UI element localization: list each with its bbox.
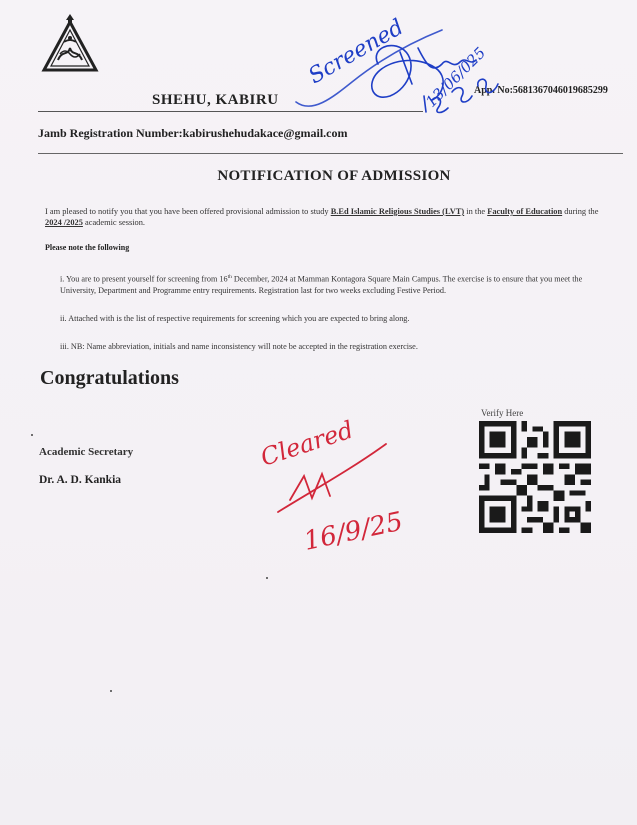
speck — [110, 690, 112, 692]
letter-heading: NOTIFICATION OF ADMISSION — [217, 168, 451, 184]
intro-text-1: I am pleased to notify you that you have been offered provisional admission to study — [45, 207, 331, 216]
faculty-name: Faculty of Education — [487, 207, 563, 216]
note-item-1-text-a: i. You are to present yourself for screening from 16 — [60, 274, 228, 284]
university-crest-icon — [38, 12, 102, 76]
verification-qr-code[interactable] — [479, 421, 591, 533]
intro-text-3: during the — [562, 207, 599, 216]
intro-text-2: in the — [464, 207, 488, 216]
note-item-1 — [60, 272, 616, 296]
session-year: 2024 /2025 — [45, 218, 83, 227]
signatory-title: Academic Secretary — [39, 446, 134, 458]
note-item-1-text-b: December, 2024 at Mamman Kontagora Square Main Campus. The exercise is to ensure that you meet the University, Department and Programme entry requirements. Registration last for two weeks excluding Festive Period. — [60, 274, 583, 295]
header-divider — [38, 111, 423, 112]
congratulations-text: Congratulations — [40, 367, 179, 389]
cleared-date: 16/9/25 — [301, 506, 406, 557]
speck — [31, 434, 33, 436]
application-number: App. No:5681367046019685299 — [474, 85, 608, 96]
student-name: SHEHU, KABIRU — [152, 92, 279, 108]
note-item-1-sup: th — [227, 274, 232, 280]
screened-text: Screened — [304, 14, 409, 90]
speck — [266, 577, 268, 579]
signatory-name: Dr. A. D. Kankia — [39, 474, 122, 486]
verify-label: Verify Here — [481, 408, 524, 418]
jamb-registration-number: Jamb Registration Number:kabirushehudakace@gmail.com — [38, 126, 348, 140]
cleared-text: Cleared — [257, 415, 357, 472]
note-item-2: ii. Attached with is the list of respective requirements for screening which you are expected to bring along. — [60, 314, 410, 323]
programme-name: B.Ed Islamic Religious Studies (LVT) — [330, 207, 465, 216]
section-divider — [38, 153, 623, 154]
screened-date: 13/06/025 — [422, 43, 490, 111]
cleared-annotation — [250, 400, 420, 560]
intro-text-4: academic session. — [82, 218, 146, 227]
intro-paragraph — [45, 206, 605, 228]
screened-annotation — [292, 4, 524, 120]
note-heading: Please note the following — [45, 243, 130, 252]
note-item-3: iii. NB: Name abbreviation, initials and name inconsistency will note be accepted in the registration exercise. — [60, 342, 418, 351]
